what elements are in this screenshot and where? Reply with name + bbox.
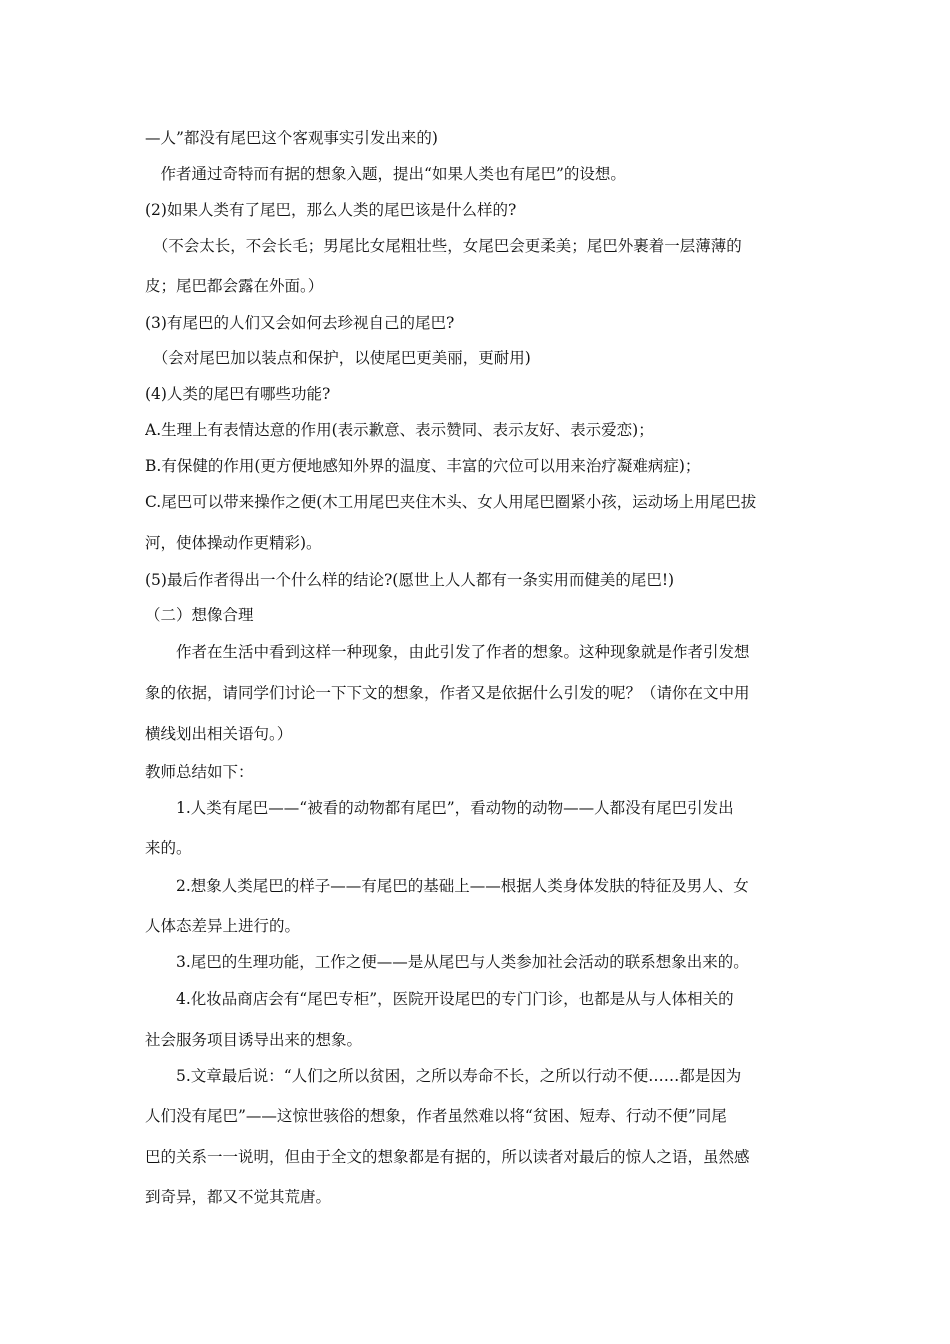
text-line (145, 313, 815, 333)
text-line (145, 384, 815, 404)
text-line (145, 916, 815, 936)
line-text: 4.化妆品商店会有“尾巴专柜”，医院开设尾巴的专门门诊，也都是从与人体相关的 (176, 990, 734, 1008)
text-line (145, 164, 815, 184)
line-indent (145, 990, 176, 1008)
text-line (145, 683, 815, 703)
text-line (145, 128, 815, 148)
line-indent (145, 349, 161, 367)
line-text: 3.尾巴的生理功能，工作之便——是从尾巴与人类参加社会活动的联系想象出来的。 (176, 953, 749, 971)
text-line (145, 1106, 815, 1126)
line-text: 河，使体操动作更精彩)。 (145, 534, 322, 552)
line-text: 5.文章最后说：“人们之所以贫困，之所以寿命不长，之所以行动不便……都是因为 (176, 1067, 742, 1085)
text-line (145, 570, 815, 590)
line-indent (145, 953, 176, 971)
line-text: C.尾巴可以带来操作之便(木工用尾巴夹住木头、女人用尾巴圈紧小孩，运动场上用尾巴拔 (145, 493, 757, 511)
text-line (145, 1187, 815, 1207)
text-line (145, 456, 815, 476)
text-line (145, 492, 815, 512)
text-line (145, 348, 815, 368)
line-text: 皮；尾巴都会露在外面。） (145, 277, 324, 295)
line-text: 2.想象人类尾巴的样子——有尾巴的基础上——根据人类身体发肤的特征及男人、女 (176, 877, 749, 895)
text-line (145, 762, 815, 782)
line-text: 人们没有尾巴”——这惊世骇俗的想象，作者虽然难以将“贫困、短寿、行动不便”同尾 (145, 1107, 727, 1125)
text-line (145, 236, 815, 256)
text-line (145, 420, 815, 440)
line-text: 象的依据，请同学们讨论一下下文的想象，作者又是依据什么引发的呢？（请你在文中用 (145, 684, 750, 702)
text-line (145, 642, 815, 662)
text-line (145, 605, 815, 625)
text-line (145, 533, 815, 553)
text-line (145, 798, 815, 818)
line-text: (3)有尾巴的人们又会如何去珍视自己的尾巴? (145, 314, 455, 332)
line-indent (145, 643, 176, 661)
line-text: (2)如果人类有了尾巴，那么人类的尾巴该是什么样的? (145, 201, 517, 219)
line-indent (145, 799, 176, 817)
line-text: （会对尾巴加以装点和保护，以使尾巴更美丽，更耐用) (160, 349, 531, 367)
text-line (145, 876, 815, 896)
line-text: B.有保健的作用(更方便地感知外界的温度、丰富的穴位可以用来治疗凝难病症)； (145, 457, 701, 475)
line-text: A.生理上有表情达意的作用(表示歉意、表示赞同、表示友好、表示爱恋)； (145, 421, 654, 439)
text-line (145, 1066, 815, 1086)
line-text: (5)最后作者得出一个什么样的结论?(愿世上人人都有一条实用而健美的尾巴!) (145, 571, 675, 589)
line-text: 来的。 (145, 839, 192, 857)
text-line (145, 1147, 815, 1167)
text-line (145, 989, 815, 1009)
line-text: 教师总结如下： (145, 763, 254, 781)
line-text: 横线划出相关语句。） (145, 725, 293, 743)
line-text: 1.人类有尾巴——“被看的动物都有尾巴”，看动物的动物——人都没有尾巴引发出 (176, 799, 734, 817)
line-text: （不会太长，不会长毛；男尾比女尾粗壮些，女尾巴会更柔美；尾巴外裹着一层薄薄的 (160, 237, 742, 255)
line-text: 到奇异，都又不觉其荒唐。 (145, 1188, 332, 1206)
text-line (145, 838, 815, 858)
line-text: —人”都没有尾巴这个客观事实引发出来的) (145, 129, 438, 147)
text-line (145, 724, 815, 744)
line-text: 人体态差异上进行的。 (145, 917, 301, 935)
line-text: 巴的关系一一说明，但由于全文的想象都是有据的，所以读者对最后的惊人之语，虽然感 (145, 1148, 750, 1166)
line-indent (145, 1067, 176, 1085)
line-text: 作者在生活中看到这样一种现象，由此引发了作者的想象。这种现象就是作者引发想 (176, 643, 750, 661)
line-indent (145, 165, 161, 183)
text-line (145, 276, 815, 296)
line-indent (145, 237, 161, 255)
text-line (145, 1030, 815, 1050)
text-line (145, 952, 815, 972)
line-text: 社会服务项目诱导出来的想象。 (145, 1031, 363, 1049)
text-line (145, 200, 815, 220)
line-text: 作者通过奇特而有据的想象入题，提出“如果人类也有尾巴”的设想。 (160, 165, 626, 183)
line-indent (145, 877, 176, 895)
line-text: （二）想像合理 (145, 606, 254, 624)
line-text: (4)人类的尾巴有哪些功能? (145, 385, 331, 403)
